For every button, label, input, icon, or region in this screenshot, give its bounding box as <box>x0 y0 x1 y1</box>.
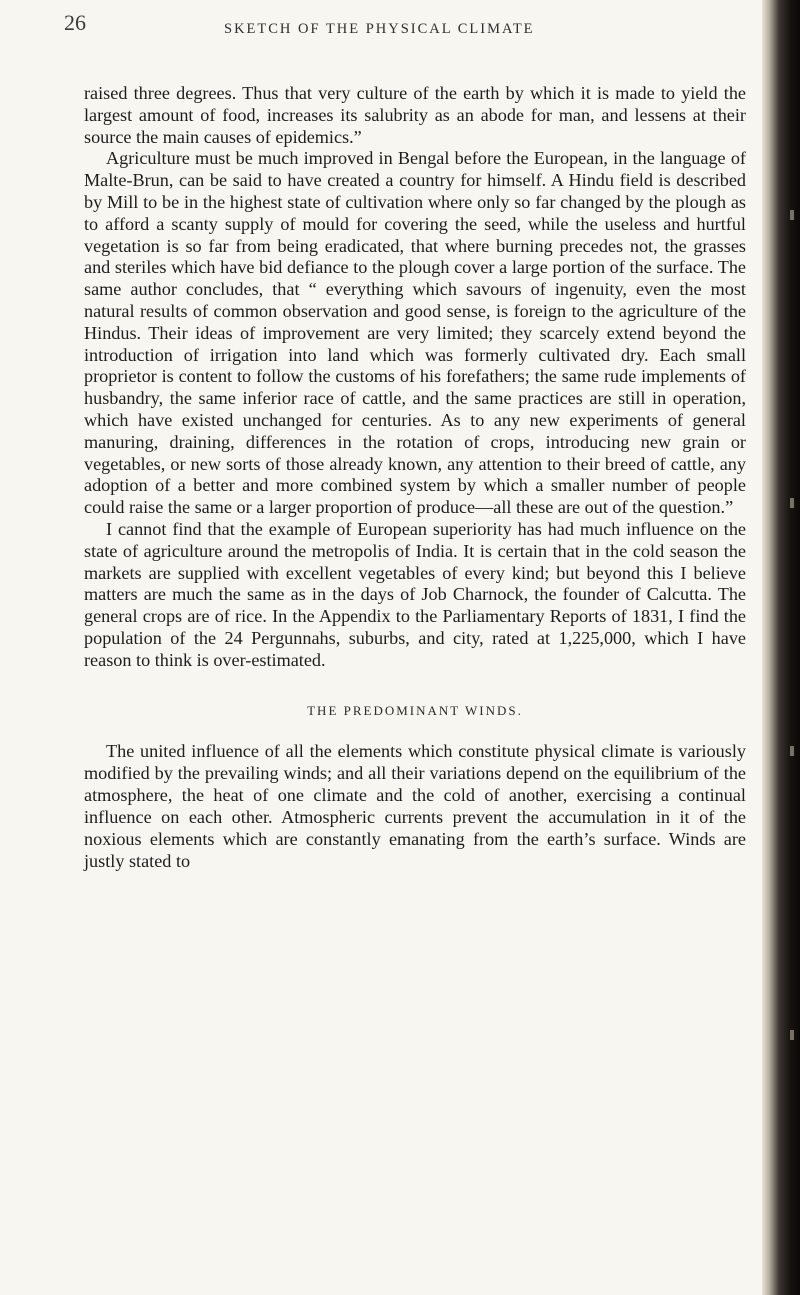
paragraph-winds: The united influence of all the elements which constitute physical climate is variously modified by the prevailing winds; and all their variations depend on the equilibrium of the atmosphere, the heat of one climate and the cold of another, exercising a continual influence on each other. Atmospheric currents prevent the accumulation in it of the noxious elements which are constantly emanating from the earth’s surface. Winds are justly stated to <box>84 740 746 871</box>
page-edge-mark <box>790 746 794 756</box>
page-edge-mark <box>790 1030 794 1040</box>
page-edge-mark <box>790 498 794 508</box>
running-head: SKETCH OF THE PHYSICAL CLIMATE <box>224 21 535 37</box>
book-page-edge <box>762 0 800 1295</box>
page-header <box>64 8 754 56</box>
paragraph-agriculture: Agriculture must be much improved in Bengal before the European, in the language of Malte-Brun, can be said to have created a country for himself. A Hindu field is described by Mill to be in the highest state of cultivation where only so far changed by the plough as to afford a scanty supply of mould for covering the seed, while the useless and hurtful vegetation is so far from being eradicated, that where burning precedes not, the grasses and steriles which have bid defiance to the plough cover a large portion of the surface. The same author concludes, that “ everything which savours of ingenuity, even the most natural results of common observation and good sense, is foreign to the agriculture of the Hindus. Their ideas of improvement are very limited; they scarcely extend beyond the introduction of irrigation into land which was formerly cultivated dry. Each small proprietor is content to follow the customs of his forefathers; the same rude implements of husbandry, the same inferior race of cattle, and the same practices are still in operation, which have existed unchanged for centuries. As to any new experiments of general manuring, draining, differences in the rotation of crops, introducing new grain or vegetables, or new sorts of those already known, any attention to their breed of cattle, any adoption of a better and more combined system by which a smaller number of people could raise the same or a larger proportion of produce—all these are out of the question.” <box>84 148 746 518</box>
page-body <box>84 83 746 872</box>
paragraph-continued: raised three degrees. Thus that very culture of the earth by which it is made to yield the largest amount of food, increases its salubrity as an abode for man, and lessens at their source the main causes of epidemics.” <box>84 83 746 147</box>
page-edge-mark <box>790 210 794 220</box>
paragraph-european-influence: I cannot find that the example of European superiority has had much influence on the state of agriculture around the metropolis of India. It is certain that in the cold season the markets are supplied with excellent vegetables of every kind; but beyond this I believe matters are much the same as in the days of Job Charnock, the founder of Calcutta. The general crops are of rice. In the Appendix to the Parliamentary Reports of 1831, I find the population of the 24 Pergunnahs, suburbs, and city, rated at 1,225,000, which I have reason to think is over-estimated. <box>84 518 746 670</box>
page-number: 26 <box>64 10 86 35</box>
section-heading: THE PREDOMINANT WINDS. <box>307 702 523 718</box>
